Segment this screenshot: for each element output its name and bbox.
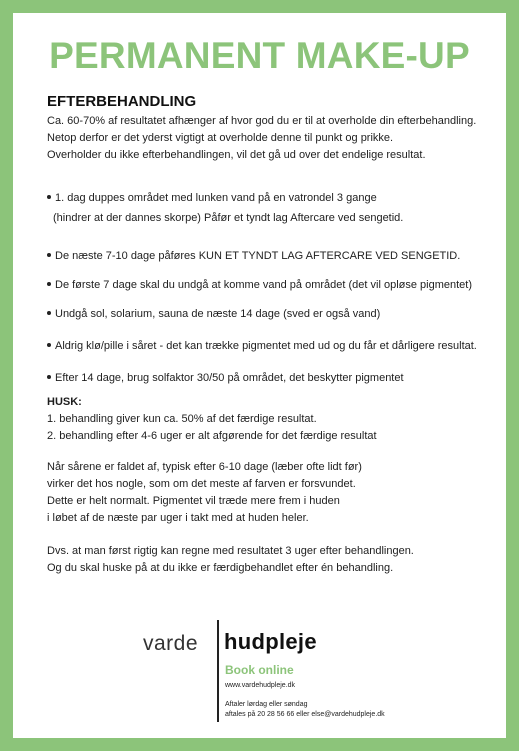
husk-line: 2. behandling efter 4-6 uger er alt afgørende for det færdige resultat xyxy=(47,430,377,442)
husk-line: 1. behandling giver kun ca. 50% af det færdige resultat. xyxy=(47,413,317,425)
paragraph-line: Dvs. at man først rigtig kan regne med resultatet 3 uger efter behandlingen. xyxy=(47,545,414,557)
husk-heading: HUSK: xyxy=(47,396,82,408)
list-item-text: Efter 14 dage, brug solfaktor 30/50 på området, det beskytter pigmentet xyxy=(55,372,404,384)
list-item xyxy=(47,190,403,227)
list-item-text: De næste 7-10 dage påføres KUN ET TYNDT LAG AFTERCARE VED SENGETID. xyxy=(55,250,461,262)
intro-line: Netop derfor er det yderst vigtigt at overholde denne til punkt og prikke. xyxy=(47,132,394,144)
bullet-icon xyxy=(47,343,51,347)
list-item-continuation: (hindrer at der dannes skorpe) Påfør et tyndt lag Aftercare ved sengetid. xyxy=(53,212,404,224)
paragraph-line: Når sårene er faldet af, typisk efter 6-10 dage (læber ofte lidt før) xyxy=(47,461,362,473)
contact-details: aftales på 20 28 56 66 eller else@vardehudpleje.dk xyxy=(225,711,385,718)
paragraph-line: virker det hos nogle, som om det meste af farven er forsvundet. xyxy=(47,478,356,490)
list-item-text: Aldrig klø/pille i såret - det kan trække pigmentet med ud og du får et dårligere resultat. xyxy=(55,340,477,352)
bullet-icon xyxy=(47,195,51,199)
bullet-icon xyxy=(47,282,51,286)
list-item xyxy=(47,248,460,265)
bullet-icon xyxy=(47,253,51,257)
logo-divider xyxy=(217,620,219,722)
page-title: PERMANENT MAKE-UP xyxy=(49,35,470,76)
healing-paragraph xyxy=(47,459,362,527)
bullet-icon xyxy=(47,375,51,379)
bullet-icon xyxy=(47,311,51,315)
list-item xyxy=(47,277,472,294)
brand-varde: varde xyxy=(143,632,199,655)
list-item xyxy=(47,306,380,323)
intro-paragraph xyxy=(47,113,497,164)
brand-hudpleje: hudpleje xyxy=(224,629,317,654)
intro-line: Ca. 60-70% af resultatet afhænger af hvor god du er til at overholde din efterbehandling. xyxy=(47,115,477,127)
list-item-text: De første 7 dage skal du undgå at komme vand på området (det vil opløse pigmentet) xyxy=(55,279,472,291)
book-online-label[interactable]: Book online xyxy=(225,663,294,677)
list-item-text: Undgå sol, solarium, sauna de næste 14 dage (sved er også vand) xyxy=(55,308,381,320)
paragraph-line: i løbet af de næste par uger i takt med at huden heler. xyxy=(47,512,309,524)
list-item xyxy=(47,338,477,355)
list-item-text: 1. dag duppes området med lunken vand på en vatrondel 3 gange xyxy=(55,192,377,204)
paragraph-line: Og du skal huske på at du ikke er færdigbehandlet efter én behandling. xyxy=(47,562,394,574)
paragraph-line: Dette er helt normalt. Pigmentet vil træde mere frem i huden xyxy=(47,495,340,507)
footer-logo xyxy=(13,618,506,728)
website-link[interactable]: www.vardehudpleje.dk xyxy=(225,682,296,689)
section-heading: EFTERBEHANDLING xyxy=(47,93,197,110)
husk-list xyxy=(47,411,377,445)
intro-line: Overholder du ikke efterbehandlingen, vil det gå ud over det endelige resultat. xyxy=(47,149,426,161)
result-paragraph xyxy=(47,543,414,577)
flyer-sheet xyxy=(13,13,506,738)
list-item xyxy=(47,370,404,387)
contact-note: Aftaler lørdag eller søndag xyxy=(225,701,308,708)
